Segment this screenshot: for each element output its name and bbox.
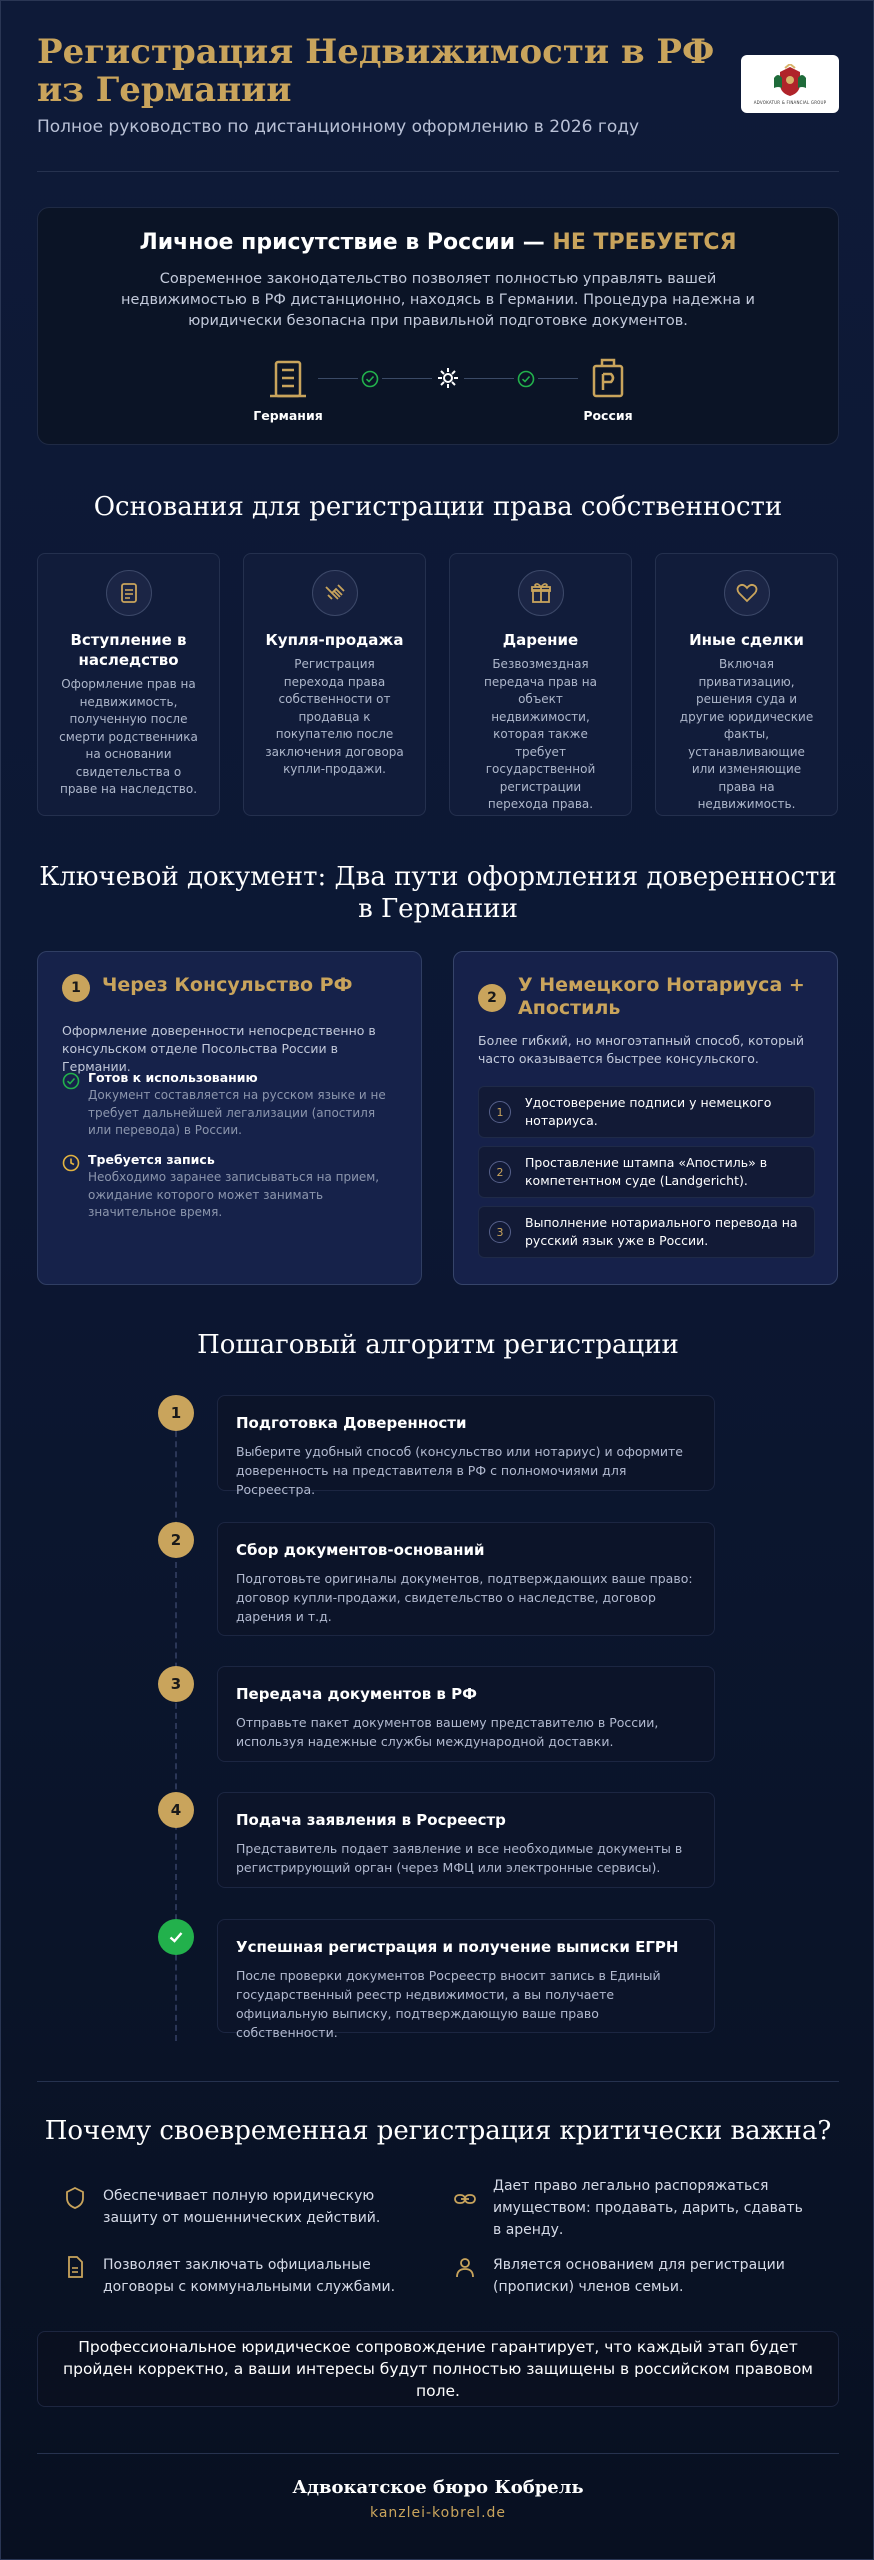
step-text: Проставление штампа «Апостиль» в компетентном суде (Landgericht).	[525, 1155, 768, 1188]
timeline-step-card	[217, 1919, 715, 2040]
link-icon	[453, 2187, 477, 2211]
path-header	[62, 974, 352, 1002]
hero-title-prefix: Личное присутствие в России —	[139, 230, 553, 255]
basis-card-title: Вступление в наследство	[70, 631, 187, 669]
document-icon	[106, 570, 152, 616]
timeline-step-card	[217, 1666, 715, 1762]
step-number: 3	[489, 1221, 511, 1243]
person-icon	[453, 2255, 477, 2279]
heart-icon	[724, 570, 770, 616]
note-text: Профессиональное юридическое сопровождение гарантирует, что каждый этап будет пройден корректно, а ваши интересы будут полностью защищены в российском правовом поле.	[62, 2338, 814, 2400]
path-title: Через Консульство РФ	[102, 974, 353, 996]
flow-label-germany: Германия	[253, 408, 323, 423]
path-description: Оформление доверенности непосредственно в консульском отделе Посольства России в Германии.	[62, 1023, 376, 1074]
timeline-step-card	[217, 1395, 715, 1497]
path-number-badge: 1	[62, 974, 90, 1002]
path-description: Более гибкий, но многоэтапный способ, который часто оказывается быстрее консульского.	[478, 1033, 805, 1066]
timeline-step-number: 2	[158, 1522, 194, 1558]
flow-line	[382, 378, 432, 379]
timeline-step-text: Подготовьте оригиналы документов, подтверждающих ваше право: договор купли-продажи, свидетельство о наследстве, договор дарения и т.д.	[236, 1571, 693, 1624]
page-subtitle: Полное руководство по дистанционному оформлению в 2026 году	[37, 117, 640, 137]
footer-website-link[interactable]: kanzlei-kobrel.de	[369, 2505, 507, 2521]
step-text: Удостоверение подписи у немецкого нотариуса.	[525, 1095, 772, 1128]
basis-card-text: Регистрация перехода права собственности от продавца к покупателю после заключения договора купли-продажи.	[265, 657, 404, 776]
flow-line	[318, 378, 358, 379]
gear-icon	[436, 366, 460, 390]
step-text: Выполнение нотариального перевода на русский язык уже в России.	[525, 1215, 798, 1248]
basis-card-text: Оформление прав на недвижимость, полученную после смерти родственника на основании свидетельства о праве на наследство.	[59, 677, 198, 796]
basis-section-title: Основания для регистрации права собственности	[93, 492, 783, 522]
path-title: У Немецкого Нотариуса + Апостиль	[518, 974, 805, 1019]
why-item-text: Позволяет заключать официальные договоры с коммунальными службами.	[103, 2257, 396, 2295]
building-document-icon	[586, 356, 630, 400]
crest-icon	[770, 64, 810, 98]
path-header	[478, 974, 837, 1020]
check-circle-icon	[361, 370, 379, 388]
timeline-step-card	[217, 1792, 715, 1888]
handshake-icon	[312, 570, 358, 616]
divider	[37, 2081, 839, 2082]
shield-icon	[63, 2186, 87, 2210]
flow-node-germany	[238, 356, 338, 423]
path-card-consulate	[37, 951, 422, 1285]
step-number: 2	[489, 1161, 511, 1183]
feature-title: Готов к использованию	[88, 1070, 258, 1085]
basis-card-gift	[449, 553, 632, 816]
basis-card-text: Безвозмездная передача прав на объект недвижимости, которая также требует государственной регистрации перехода права.	[483, 657, 598, 811]
timeline-step-title: Успешная регистрация и получение выписки ЕГРН	[236, 1938, 679, 1956]
path-number-badge: 2	[478, 984, 506, 1012]
logo-text: ADVOKATUR & FINANCIAL GROUP	[753, 99, 827, 105]
basis-card-purchase	[243, 553, 426, 816]
feature-title: Требуется запись	[88, 1152, 215, 1167]
check-circle-icon	[62, 1072, 80, 1090]
step-number: 1	[489, 1101, 511, 1123]
timeline-step-card	[217, 1522, 715, 1636]
page-header	[37, 33, 839, 141]
basis-card-other	[655, 553, 838, 816]
why-section-title: Почему своевременная регистрация критически важна?	[44, 2116, 832, 2146]
why-item-text: Является основанием для регистрации (прописки) членов семьи.	[493, 2257, 785, 2295]
paths-section-title: Ключевой документ: Два пути оформления доверенности в Германии	[39, 862, 837, 924]
hero-card	[37, 207, 839, 445]
why-item-text: Обеспечивает полную юридическую защиту от мошеннических действий.	[103, 2188, 381, 2226]
timeline-step-title: Подача заявления в Росреестр	[236, 1811, 506, 1829]
timeline-step-text: После проверки документов Росреестр вносит запись в Единый государственный реестр недвижимости, а вы получаете официальную выписку, подтверждающую ваше право собственности.	[236, 1968, 661, 2040]
why-item	[453, 2254, 803, 2298]
basis-card-text: Включая приватизацию, решения суда и другие юридические факты, устанавливающие или изменяющие права на недвижимость.	[679, 657, 814, 811]
building-icon	[266, 356, 310, 400]
path-card-notary	[453, 951, 838, 1285]
timeline-step-title: Передача документов в РФ	[236, 1685, 477, 1703]
timeline-step-title: Сбор документов-оснований	[236, 1541, 485, 1559]
timeline-step-number: 4	[158, 1792, 194, 1828]
timeline-step-title: Подготовка Доверенности	[236, 1414, 467, 1432]
basis-card-title: Купля-продажа	[265, 631, 404, 649]
basis-card-title: Дарение	[502, 631, 579, 649]
company-logo[interactable]	[741, 55, 839, 113]
hero-title	[38, 230, 838, 255]
feature-text: Документ составляется на русском языке и не требует дальнейшей легализации (апостиля или перевода) в России.	[88, 1088, 386, 1137]
notary-step	[478, 1086, 815, 1138]
basis-card-title: Иные сделки	[689, 631, 804, 649]
why-item	[63, 2185, 423, 2229]
flow-line	[464, 378, 514, 379]
feature-text: Необходимо заранее записываться на прием, ожидание которого может занимать значительное время.	[88, 1170, 380, 1219]
flow-node-russia	[558, 356, 658, 423]
notary-step	[478, 1206, 815, 1258]
file-icon	[63, 2255, 87, 2279]
timeline-step-number: 3	[158, 1666, 194, 1702]
check-circle-icon	[517, 370, 535, 388]
divider	[37, 171, 839, 172]
basis-card-inheritance	[37, 553, 220, 816]
why-item	[453, 2175, 803, 2241]
flow-label-russia: Россия	[583, 408, 633, 423]
transfer-flow	[238, 356, 658, 436]
timeline-step-text: Представитель подает заявление и все необходимые документы в регистрирующий орган (через МФЦ или электронные сервисы).	[236, 1841, 683, 1875]
why-item	[63, 2254, 423, 2298]
timeline-step-text: Отправьте пакет документов вашему представителю в России, используя надежные службы международной доставки.	[236, 1715, 659, 1749]
feature-appointment	[62, 1152, 397, 1222]
clock-icon	[62, 1154, 80, 1172]
footer-company-name: Адвокатское бюро Кобрель	[292, 2477, 584, 2498]
note-card	[37, 2331, 839, 2407]
feature-ready	[62, 1070, 397, 1140]
divider	[37, 2453, 839, 2454]
timeline-step-text: Выберите удобный способ (консульство или нотариус) и оформите доверенность на представителя в РФ с полномочиями для Росреестра.	[236, 1444, 683, 1497]
hero-text: Современное законодательство позволяет полностью управлять вашей недвижимостью в РФ дистанционно, находясь в Германии. Процедура надежна и юридически безопасна при правильной подготовке документов.	[121, 271, 755, 329]
notary-step	[478, 1146, 815, 1198]
page-title: Регистрация Недвижимости в РФ из Германии	[37, 32, 715, 110]
hero-title-highlight: НЕ ТРЕБУЕТСЯ	[552, 230, 737, 255]
gift-icon	[518, 570, 564, 616]
timeline-step-check-icon	[158, 1919, 194, 1955]
timeline-step-number: 1	[158, 1395, 194, 1431]
algorithm-section-title: Пошаговый алгоритм регистрации	[197, 1330, 679, 1360]
why-item-text: Дает право легально распоряжаться имуществом: продавать, дарить, сдавать в аренду.	[493, 2178, 803, 2238]
